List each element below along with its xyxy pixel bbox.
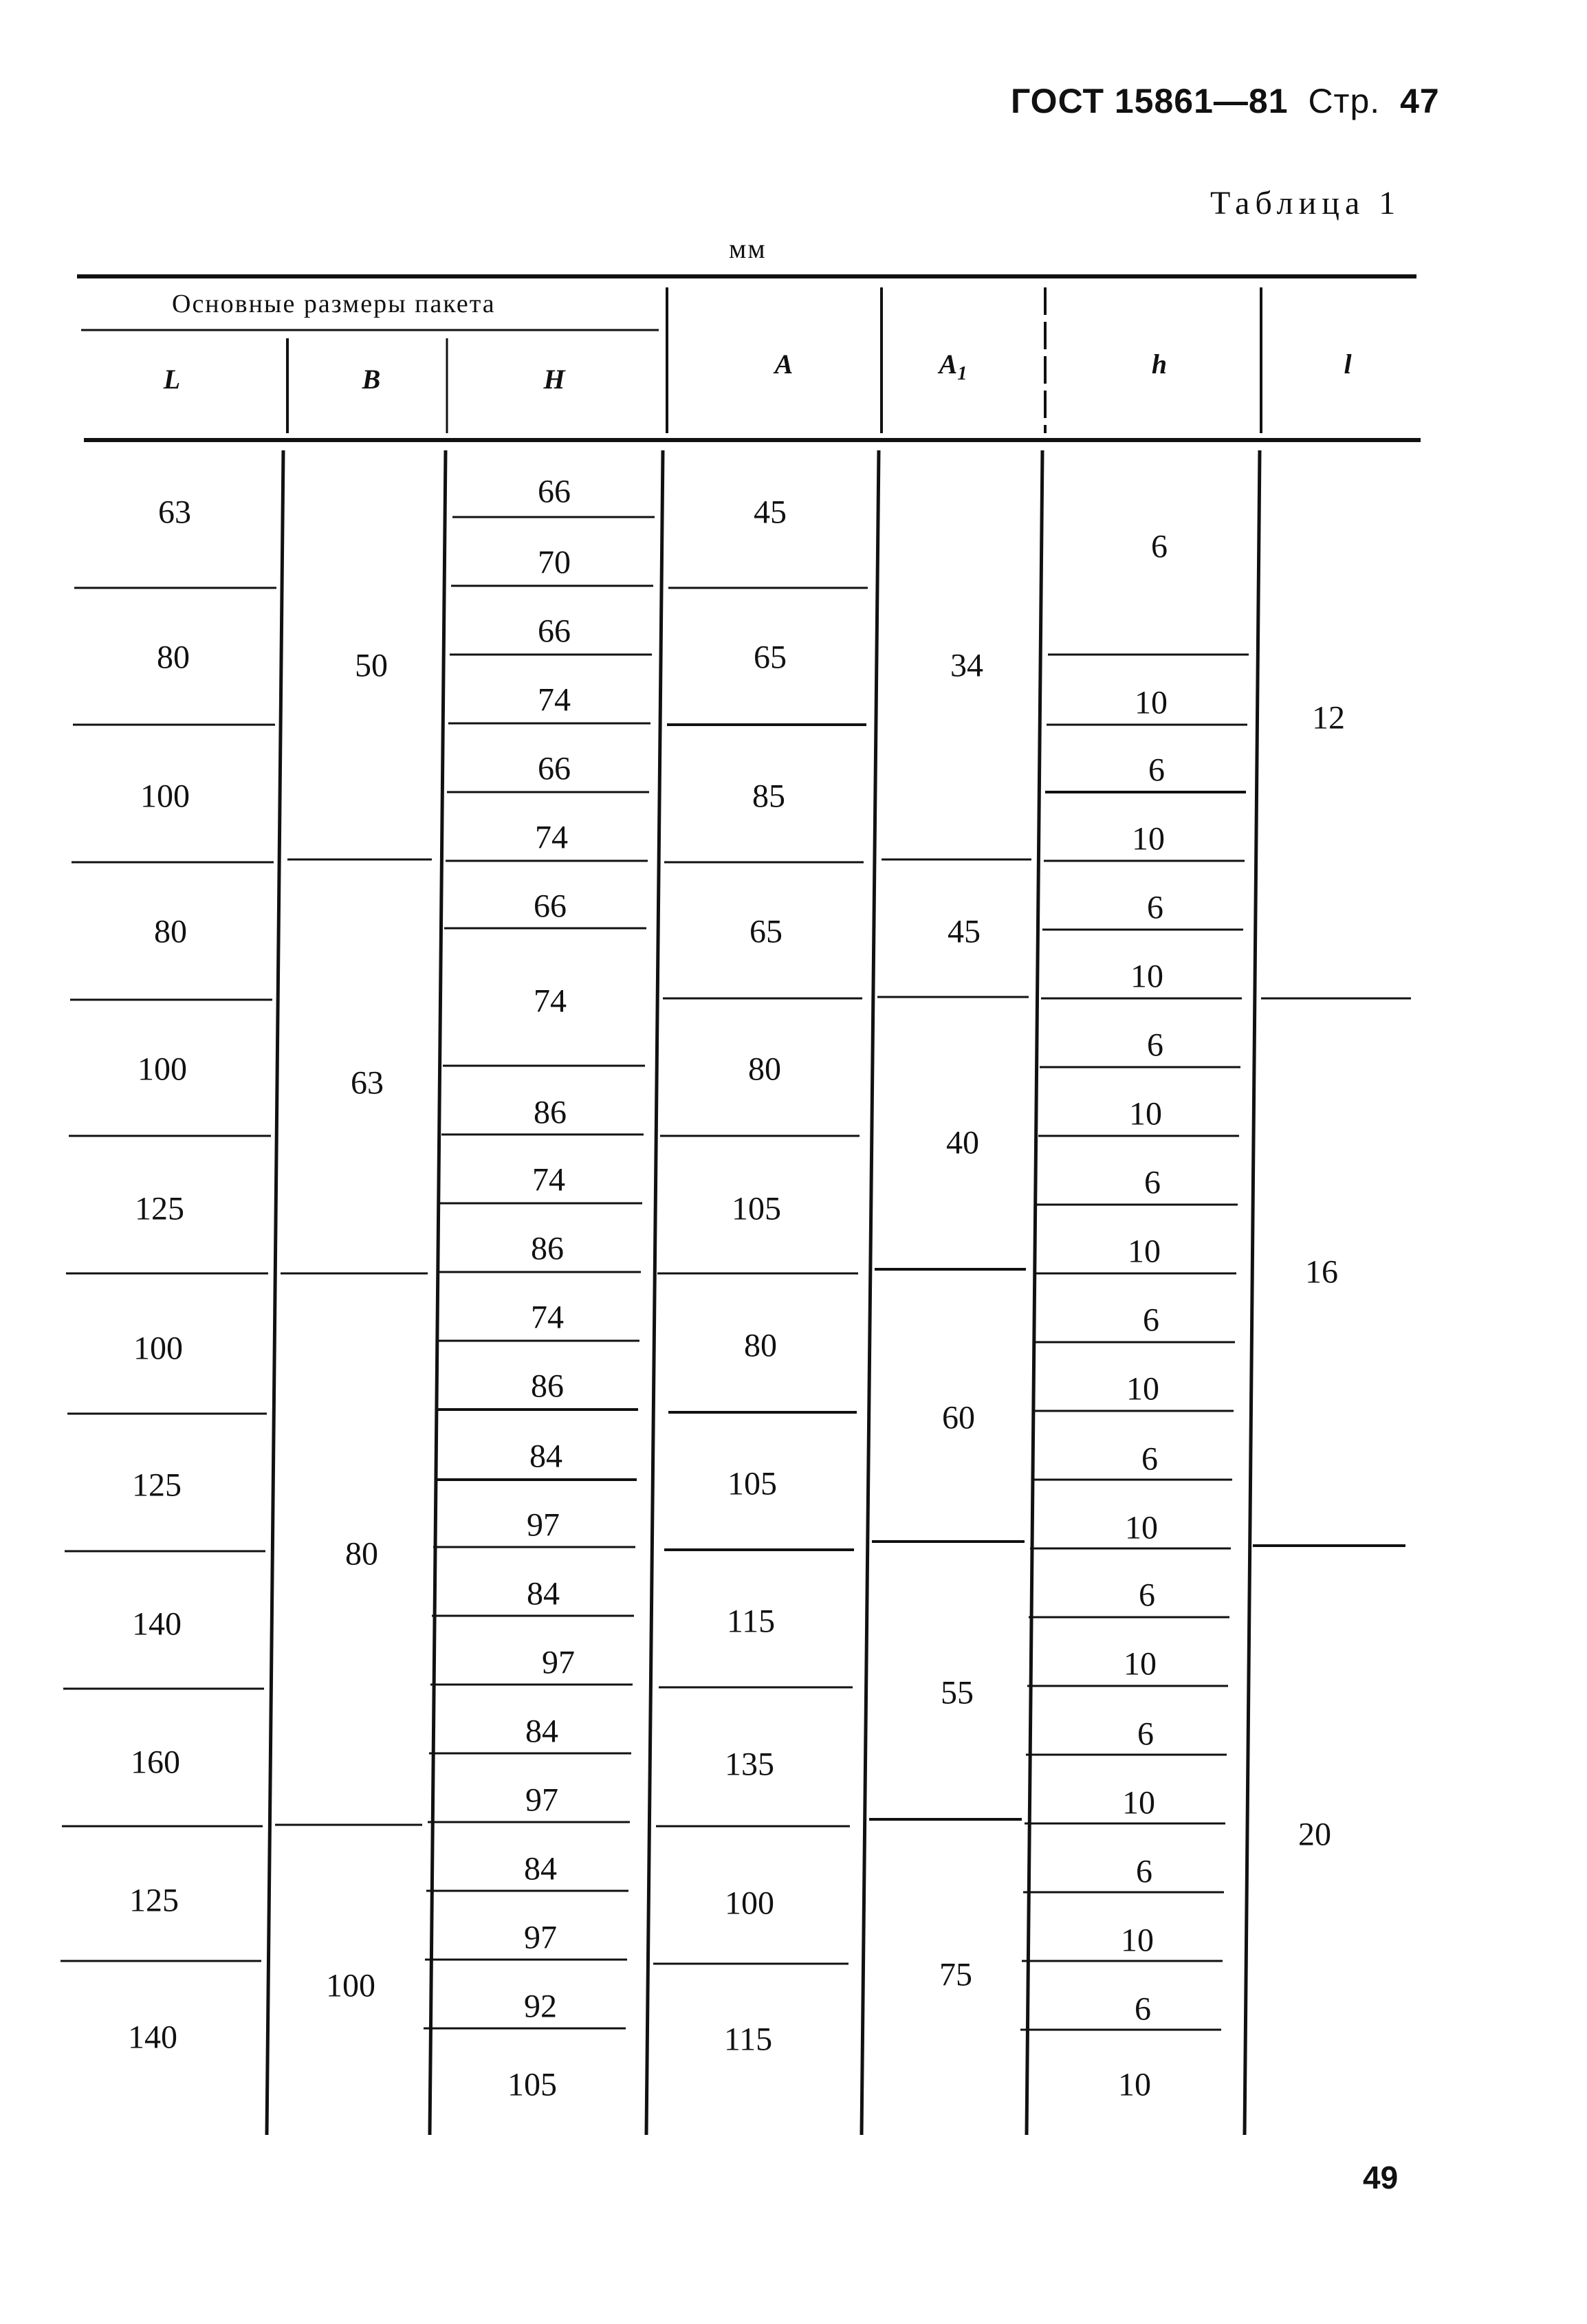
cell-H: 86 xyxy=(531,1230,564,1267)
cell-l: 12 xyxy=(1312,699,1345,736)
cell-A: 135 xyxy=(725,1746,774,1783)
column-header-H: H xyxy=(543,364,565,395)
cell-A1: 75 xyxy=(939,1956,972,1993)
page-number: 49 xyxy=(1363,2160,1399,2195)
cell-L: 125 xyxy=(135,1190,184,1227)
cell-A: 65 xyxy=(749,913,782,950)
cell-A: 45 xyxy=(754,494,787,531)
cell-A: 85 xyxy=(752,778,785,815)
cell-h: 6 xyxy=(1148,752,1165,789)
cell-H: 97 xyxy=(525,1782,558,1819)
cell-H: 74 xyxy=(535,819,568,856)
cell-h: 6 xyxy=(1135,1991,1151,2028)
cell-h: 6 xyxy=(1139,1577,1155,1614)
header-page-number: 47 xyxy=(1400,82,1440,120)
cell-A: 80 xyxy=(748,1051,781,1088)
cell-A1: 60 xyxy=(942,1399,975,1436)
cell-H: 74 xyxy=(534,983,567,1020)
cell-h: 10 xyxy=(1118,2066,1151,2103)
column-header-h: h xyxy=(1151,349,1168,380)
cell-A: 80 xyxy=(744,1327,777,1364)
cell-H: 66 xyxy=(534,888,567,925)
cell-h: 6 xyxy=(1143,1302,1159,1339)
cell-h: 6 xyxy=(1151,528,1168,565)
cell-L: 140 xyxy=(128,2019,177,2056)
cell-H: 74 xyxy=(532,1161,565,1198)
column-header-L: L xyxy=(163,364,181,395)
cell-L: 100 xyxy=(138,1051,187,1088)
column-header-A: A xyxy=(774,349,794,380)
cell-l: 20 xyxy=(1298,1816,1331,1853)
cell-h: 10 xyxy=(1130,958,1163,995)
cell-H: 84 xyxy=(529,1438,562,1475)
table-caption: Таблица 1 xyxy=(1210,185,1401,221)
cell-B: 63 xyxy=(351,1064,384,1101)
cell-H: 84 xyxy=(524,1850,557,1887)
cell-B: 100 xyxy=(326,1967,375,2004)
cell-A: 100 xyxy=(725,1885,774,1922)
column-header-B: B xyxy=(362,364,381,395)
column-header-l: l xyxy=(1344,349,1352,380)
cell-H: 86 xyxy=(531,1368,564,1405)
cell-H: 86 xyxy=(534,1094,567,1131)
cell-H: 84 xyxy=(525,1713,558,1750)
standard-number: ГОСТ 15861—81 xyxy=(1011,82,1289,120)
cell-A1: 40 xyxy=(946,1124,979,1161)
cell-H: 105 xyxy=(507,2066,557,2103)
cell-H: 66 xyxy=(538,613,571,650)
page-label: Стр. xyxy=(1308,82,1381,120)
cell-L: 80 xyxy=(154,913,187,950)
cell-A: 115 xyxy=(726,1603,776,1640)
cell-h: 10 xyxy=(1121,1922,1154,1959)
cell-B: 80 xyxy=(345,1535,378,1572)
cell-h: 10 xyxy=(1122,1784,1155,1821)
cell-h: 6 xyxy=(1147,1027,1163,1064)
cell-H: 74 xyxy=(538,681,571,719)
cell-L: 140 xyxy=(132,1605,182,1643)
cell-L: 100 xyxy=(133,1330,183,1367)
cell-B: 50 xyxy=(355,647,388,684)
column-header-A1-letter: A xyxy=(939,349,958,380)
cell-L: 160 xyxy=(131,1744,180,1781)
cell-A1: 34 xyxy=(950,647,983,684)
cell-h: 6 xyxy=(1141,1440,1158,1478)
cell-l: 16 xyxy=(1305,1253,1338,1291)
cell-H: 92 xyxy=(524,1988,557,2025)
cell-A: 105 xyxy=(732,1190,781,1227)
column-header-A1-subscript: 1 xyxy=(957,363,967,384)
cell-L: 80 xyxy=(157,639,190,676)
cell-h: 10 xyxy=(1128,1233,1161,1270)
cell-L: 63 xyxy=(158,494,191,531)
cell-h: 10 xyxy=(1129,1095,1162,1132)
cell-H: 66 xyxy=(538,750,571,787)
cell-h: 6 xyxy=(1136,1853,1152,1890)
cell-H: 84 xyxy=(527,1575,560,1612)
cell-H: 97 xyxy=(527,1506,560,1544)
cell-A: 115 xyxy=(723,2021,773,2058)
cell-h: 6 xyxy=(1144,1164,1161,1201)
cell-L: 125 xyxy=(132,1467,182,1504)
cell-h: 6 xyxy=(1137,1715,1154,1753)
group-header: Основные размеры пакета xyxy=(172,289,496,318)
cell-A1: 55 xyxy=(941,1674,974,1711)
cell-L: 125 xyxy=(129,1882,179,1919)
cell-A: 105 xyxy=(727,1465,777,1502)
cell-h: 10 xyxy=(1125,1509,1158,1546)
cell-h: 6 xyxy=(1147,889,1163,926)
cell-L: 100 xyxy=(140,778,190,815)
cell-h: 10 xyxy=(1132,820,1165,857)
cell-H: 66 xyxy=(538,473,571,510)
cell-H: 97 xyxy=(542,1644,575,1681)
cell-A1: 45 xyxy=(948,913,981,950)
cell-H: 97 xyxy=(524,1919,557,1956)
units-label: мм xyxy=(729,233,767,264)
cell-A: 65 xyxy=(754,639,787,676)
cell-H: 70 xyxy=(538,544,571,581)
cell-h: 10 xyxy=(1135,684,1168,721)
cell-H: 74 xyxy=(531,1299,564,1336)
column-header-A1 xyxy=(939,348,967,385)
cell-h: 10 xyxy=(1126,1370,1159,1407)
cell-h: 10 xyxy=(1124,1645,1157,1682)
